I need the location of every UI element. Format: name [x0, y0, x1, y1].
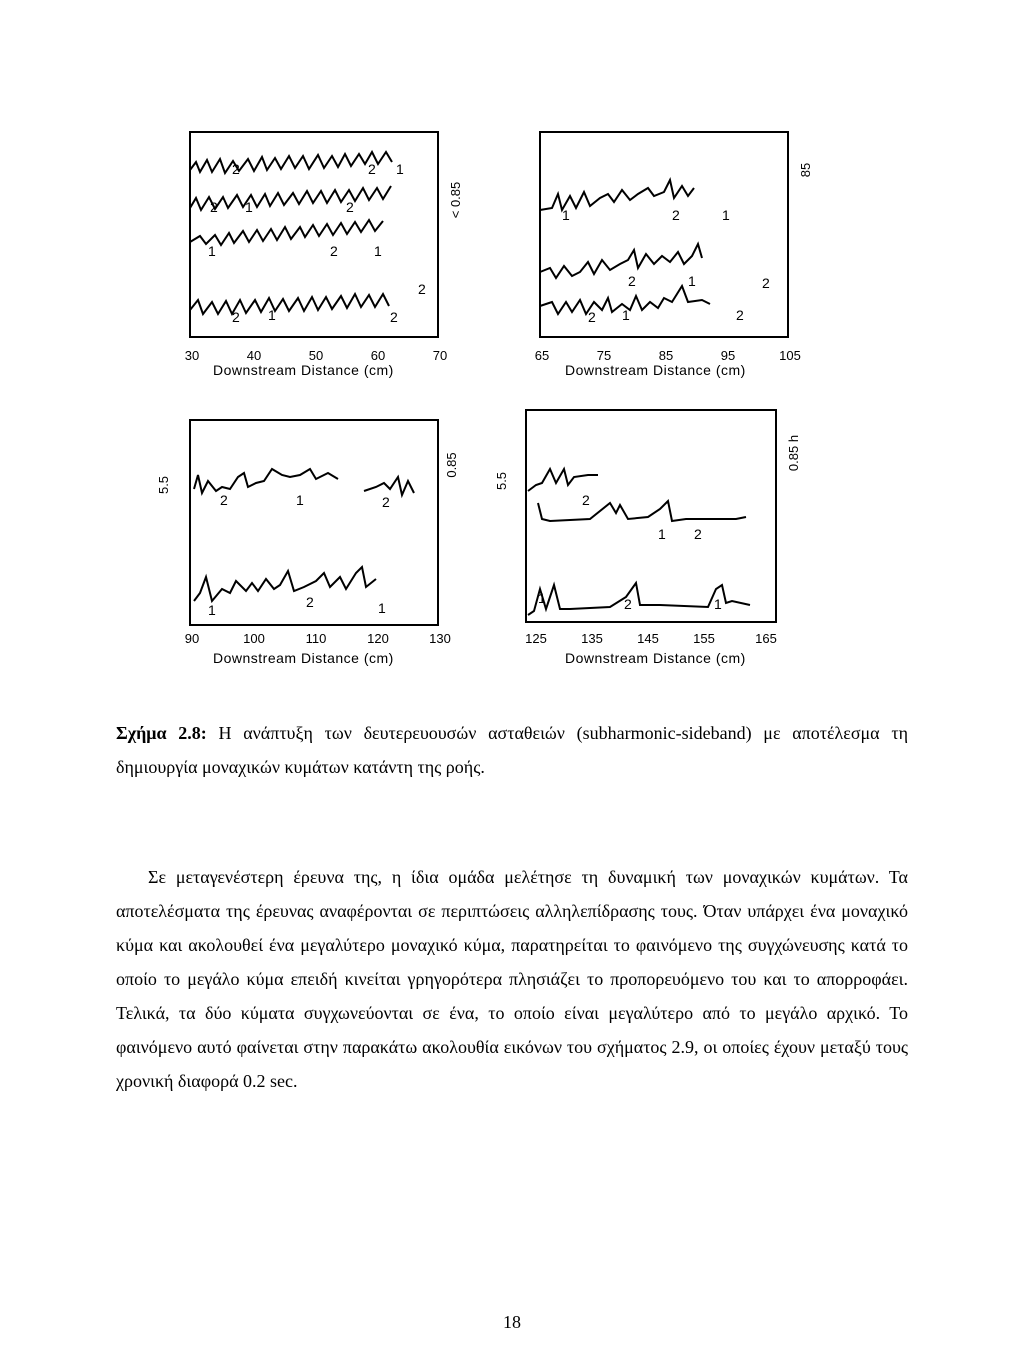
trace-label: 1: [688, 273, 696, 289]
svg-text:65: 65: [534, 348, 550, 363]
panel-top-left: [150, 120, 490, 363]
trace-label: 2: [582, 492, 590, 508]
trace-label: 1: [296, 492, 304, 508]
x-axis-label: Downstream Distance (cm): [565, 362, 746, 378]
trace-label: 2: [628, 273, 636, 289]
x-tick-labels: [535, 348, 801, 363]
svg-text:50: 50: [308, 348, 324, 363]
trace-label: 1: [245, 199, 253, 215]
trace-label: 2: [330, 243, 338, 259]
trace-label: 2: [418, 281, 426, 297]
x-axis-label: Downstream Distance (cm): [565, 650, 746, 666]
svg-text:155: 155: [693, 631, 715, 646]
wave-trace: [364, 477, 414, 495]
trace-labels: [208, 492, 390, 618]
svg-text:125: 125: [525, 631, 547, 646]
svg-text:40: 40: [246, 348, 262, 363]
wave-trace: [190, 294, 389, 314]
trace-label: 1: [714, 596, 722, 612]
trace-label: 2: [232, 309, 240, 325]
trace-labels: [538, 492, 722, 612]
svg-text:85: 85: [658, 348, 674, 363]
trace-label: 1: [378, 600, 386, 616]
trace-label: 2: [232, 161, 240, 177]
left-axis-label: 5.5: [156, 475, 171, 495]
wave-trace: [194, 567, 376, 601]
right-axis-label: 0.85 h: [786, 434, 801, 472]
wave-trace: [190, 186, 391, 210]
trace-label: 1: [538, 590, 546, 606]
trace-label: 1: [722, 207, 730, 223]
trace-label: 2: [588, 309, 596, 325]
page-number: 18: [503, 1312, 521, 1332]
svg-text:75: 75: [596, 348, 612, 363]
wave-trace: [540, 244, 702, 278]
svg-text:110: 110: [305, 631, 327, 646]
panel-bottom-right: [478, 405, 818, 645]
wave-trace: [194, 469, 338, 493]
figure-label: Σχήμα 2.8:: [116, 723, 207, 743]
trace-label: 2: [390, 309, 398, 325]
panel-top-right: [500, 120, 840, 363]
svg-text:95: 95: [720, 348, 736, 363]
trace-label: 2: [346, 199, 354, 215]
svg-text:100: 100: [243, 631, 265, 646]
trace-label: 2: [694, 526, 702, 542]
wave-trace: [190, 152, 392, 173]
trace-label: 1: [658, 526, 666, 542]
trace-label: 2: [368, 161, 376, 177]
right-axis-label: < 0.85: [448, 181, 463, 219]
trace-label: 1: [562, 207, 570, 223]
x-axis-label: Downstream Distance (cm): [213, 362, 394, 378]
panel-bottom-left: [150, 405, 490, 645]
svg-text:135: 135: [581, 631, 603, 646]
trace-label: 2: [210, 199, 218, 215]
trace-label: 1: [622, 307, 630, 323]
right-axis-label: 0.85: [444, 452, 459, 478]
body-paragraph: Σε μεταγενέστερη έρευνα της, η ίδια ομάδα μελέτησε τη δυναμική των μοναχικών κυμάτων. Τα αποτελέσματα της έρευνας αναφέρονται σε περιπτώσεις αλληλεπίδρασης τους. Όταν υπάρχει ένα μοναχικό κύμα και ακολουθεί ένα μεγαλύτερο μοναχικό κύμα, παρατηρείται το φαινόμενο της συγχώνευσης κατά το οποίο το μεγάλο κύμα επειδή κινείται γρηγορότερα πλησιάζει το προπορευόμενο του και το απορροφάει. Τελικά, τα δύο κύματα συγχωνεύονται σε ένα, το οποίο είναι μεγαλύτερο από το μεγάλο αρχικό. Το φαινόμενο αυτό φαίνεται στην παρακάτω ακολουθία εικόνων του σχήματος 2.9, οι οποίες έχουν μεταξύ τους χρονική διαφορά 0.2 sec.: [116, 867, 908, 1091]
trace-label: 1: [374, 243, 382, 259]
left-axis-label: 5.5: [494, 471, 509, 491]
svg-text:120: 120: [367, 631, 389, 646]
wave-trace: [528, 469, 598, 491]
figure-caption: [116, 716, 908, 784]
caption-text: Η ανάπτυξη των δευτερευουσών ασταθειών (subharmonic-sideband) με αποτέλεσμα τη δημιουργία μοναχικών κυμάτων κατάντη της ροής.: [116, 723, 908, 777]
x-tick-labels: [525, 631, 777, 646]
svg-text:145: 145: [637, 631, 659, 646]
wave-trace: [540, 180, 694, 210]
x-axis-label: Downstream Distance (cm): [213, 650, 394, 666]
trace-label: 2: [672, 207, 680, 223]
trace-label: 2: [762, 275, 770, 291]
svg-text:70: 70: [432, 348, 448, 363]
trace-label: 2: [736, 307, 744, 323]
trace-label: 2: [306, 594, 314, 610]
trace-label: 2: [624, 596, 632, 612]
wave-trace: [538, 501, 746, 521]
trace-labels: [562, 207, 770, 325]
trace-label: 2: [382, 494, 390, 510]
right-axis-label: 85: [798, 162, 813, 178]
trace-label: 1: [208, 602, 216, 618]
svg-text:90: 90: [184, 631, 200, 646]
wave-trace: [190, 220, 383, 245]
svg-text:105: 105: [779, 348, 801, 363]
x-tick-labels: [185, 348, 447, 363]
svg-text:165: 165: [755, 631, 777, 646]
trace-label: 2: [220, 492, 228, 508]
trace-label: 1: [268, 307, 276, 323]
svg-text:30: 30: [184, 348, 200, 363]
svg-text:60: 60: [370, 348, 386, 363]
trace-label: 1: [208, 243, 216, 259]
trace-label: 1: [396, 161, 404, 177]
svg-text:130: 130: [429, 631, 451, 646]
x-tick-labels: [185, 631, 451, 646]
